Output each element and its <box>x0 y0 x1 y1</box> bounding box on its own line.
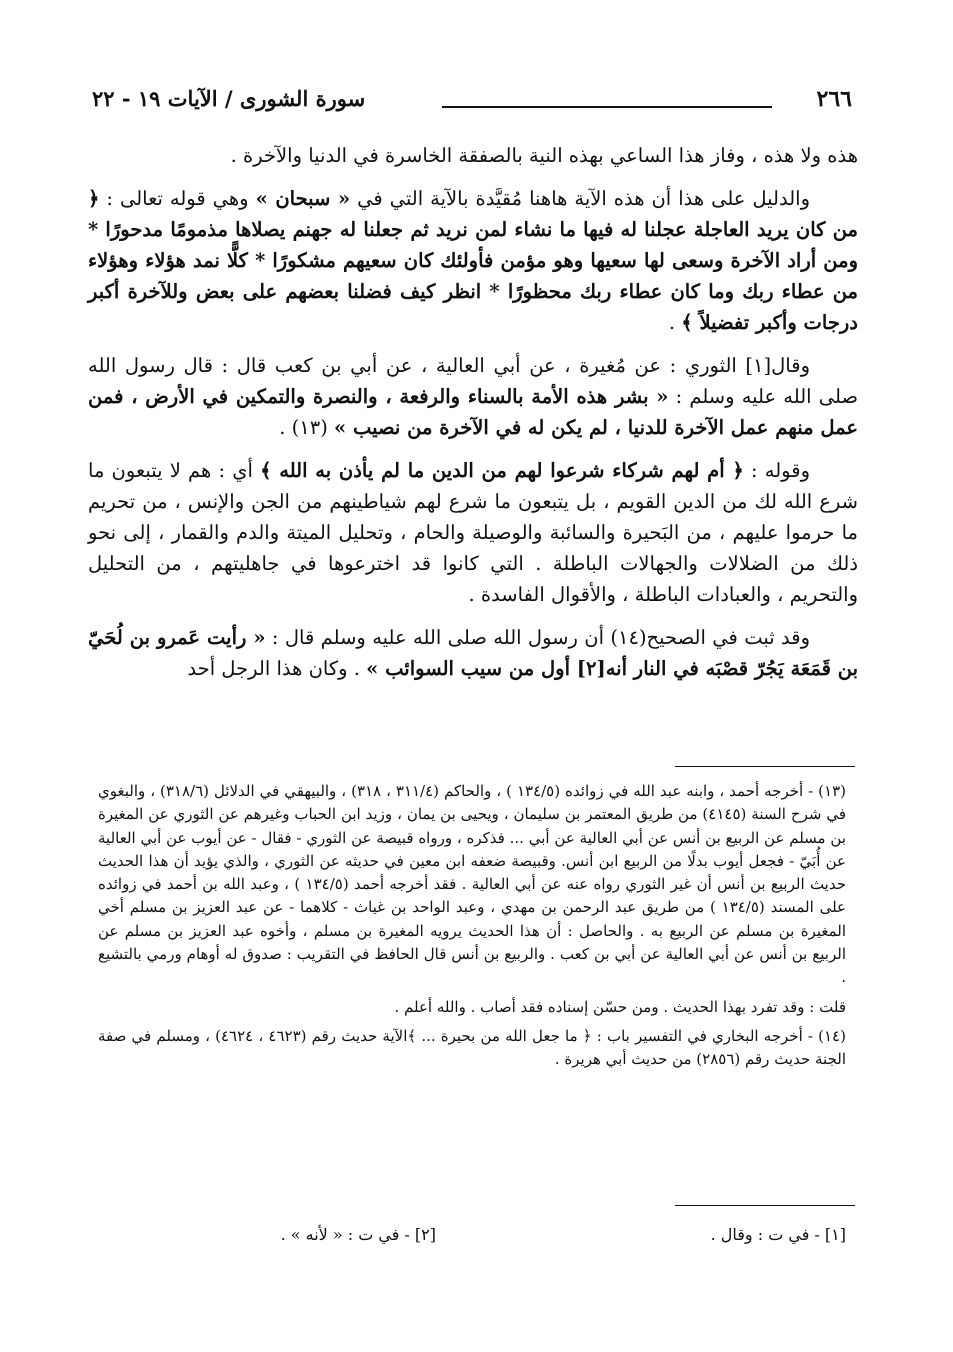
text-run: هذه ولا هذه ، وفاز هذا الساعي بهذه النية بالصفقة الخاسرة في الدنيا والآخرة . <box>230 144 858 167</box>
running-head: سورة الشورى / الآيات ١٩ - ٢٢ <box>92 86 366 111</box>
text-run: وقوله : <box>743 459 810 482</box>
text-run: وهي قوله تعالى : <box>99 187 256 210</box>
text-run: . وكان هذا الرجل أحد <box>187 657 367 680</box>
text-run: (١٣) . <box>279 416 334 439</box>
text-run: وقد ثبت في الصحيح(١٤) أن رسول الله صلى الله عليه وسلم قال : <box>265 626 810 649</box>
variant-note-1: [١] - في ت : وقال . <box>710 1225 846 1244</box>
footnote-14: (١٤) - أخرجه البخاري في التفسير باب : ﴿ ما جعل الله من بحيرة ... ﴾الآية حديث رقم (٤٦٢٣ ، ٤٦٢٤) ، ومسلم في صفة الجنة حديث رقم (٢٨٥٦) من حديث أبي هريرة . <box>98 1026 846 1069</box>
surah-name: « سبحان » <box>255 187 351 210</box>
variant-note-2: [٢] - في ت : « لأنه » . <box>280 1225 436 1244</box>
paragraph <box>88 140 858 171</box>
main-text <box>88 140 858 696</box>
text-run: . <box>668 311 682 334</box>
quran-quote: ﴿ من كان يريد العاجلة عجلنا له فيها ما نشاء لمن نريد ثم جعلنا له جهنم يصلاها مذمومًا مدحورًا * ومن أراد الآخرة وسعى لها سعيها وهو مؤمن فأولئك كان سعيهم مشكورًا * كلًّا نمد هؤلاء وهؤلاء من عطاء ربك وما كان عطاء ربك محظورًا * انظر كيف فضلنا بعضهم على بعض وللآخرة أكبر درجات وأكبر تفضيلاً ﴾ <box>88 187 858 334</box>
page-number: ٢٦٦ <box>816 86 852 112</box>
quran-quote: ﴿ أم لهم شركاء شرعوا لهم من الدين ما لم يأذن به الله ﴾ <box>260 459 744 482</box>
variant-notes-separator <box>675 1205 855 1206</box>
variant-notes <box>98 1225 846 1251</box>
hadith-quote: « رأيت عَمرو بن لُحَيّ بن قَمَعَة يَجُرّ قصْبَه في النار أنه[٢] أول من سيب السوائب » <box>88 626 858 680</box>
paragraph <box>88 455 858 610</box>
paragraph <box>88 622 858 684</box>
footnote-remark: قلت : وقد تفرد بهذا الحديث . ومن حسّن إسناده فقد أصاب . والله أعلم . <box>394 997 846 1016</box>
hadith-quote: « بشر هذه الأمة بالسناء والرفعة ، والنصرة والتمكين في الأرض ، فمن عمل منهم عمل الآخرة للدنيا ، لم يكن له في الآخرة من نصيب » <box>88 385 858 439</box>
footnote-13: (١٣) - أخرجه أحمد ، وابنه عبد الله في زوائده (١٣٤/٥ ) ، والحاكم (٣١١/٤ ، ٣١٨) ، والبيهقي في الدلائل (٣١٨/٦) ، والبغوي في شرح السنة (٤١٤٥) من طريق المعتمر بن سليمان ، ويحيى بن يمان ، وزيد ابن الحباب وغيرهم عن الثوري عن المغيرة بن مسلم عن الربيع بن أنس عن أبي العالية عن أبي ... فذكره ، ورواه قبيصة عن الثوري - فقال - عن أيوب عن أبي العالية عن أُبَيّ - فجعل أيوب بدلًا من الربيع ابن أنس. وقبيصة ضعفه ابن معين في حديثه عن الثوري ، والذي يؤيد أن هذا الحديث حديث الربيع بن أنس أن غير الثوري رواه عنه عن أبي العالية . فقد أخرجه أحمد (١٣٤/٥ ) ، وعبد الله بن أحمد في زوائده على المسند (١٣٤/٥ ) من طريق عبد الرحمن بن مهدي ، وعبد الواحد بن غياث - كلاهما - عن عبد العزيز بن مسلم أخي المغيرة بن مسلم عن الربيع به . والحاصل : أن هذا الحديث يرويه المغيرة بن مسلم ، وأخوه عبد العزيز بن مسلم عن الربيع بن أنس عن أبي العالية عن أبي بن كعب . والربيع بن أنس قال الحافظ في التقريب : صدوق له أوهام ورمي بالتشيع . <box>98 782 846 987</box>
footnote-separator <box>675 766 855 767</box>
header-rule <box>442 106 772 108</box>
text-run: وقال[١] الثوري : عن مُغيرة ، عن أبي العالية ، عن أبي بن كعب قال : قال رسول الله صلى الله عليه وسلم : <box>88 354 859 408</box>
footnotes <box>98 780 846 1078</box>
paragraph <box>88 350 858 443</box>
text-run: أي : هم لا يتبعون ما شرع الله لك من الدين القويم ، بل يتبعون ما شرع لهم شياطينهم من الجن والإنس ، من تحريم ما حرموا عليهم ، من البَحيرة والسائبة والوصيلة والحام ، وتحليل الميتة والدم والقمار ، إلى نحو ذلك من الضلالات والجهالات الباطلة . التي كانوا قد اخترعوها في جاهليتهم ، من التحليل والتحريم ، والعبادات الباطلة ، والأقوال الفاسدة . <box>88 459 859 606</box>
page-header <box>92 86 852 118</box>
text-run: والدليل على هذا أن هذه الآية هاهنا مُقيَّدة بالآية التي في <box>350 187 811 210</box>
paragraph <box>88 183 858 338</box>
